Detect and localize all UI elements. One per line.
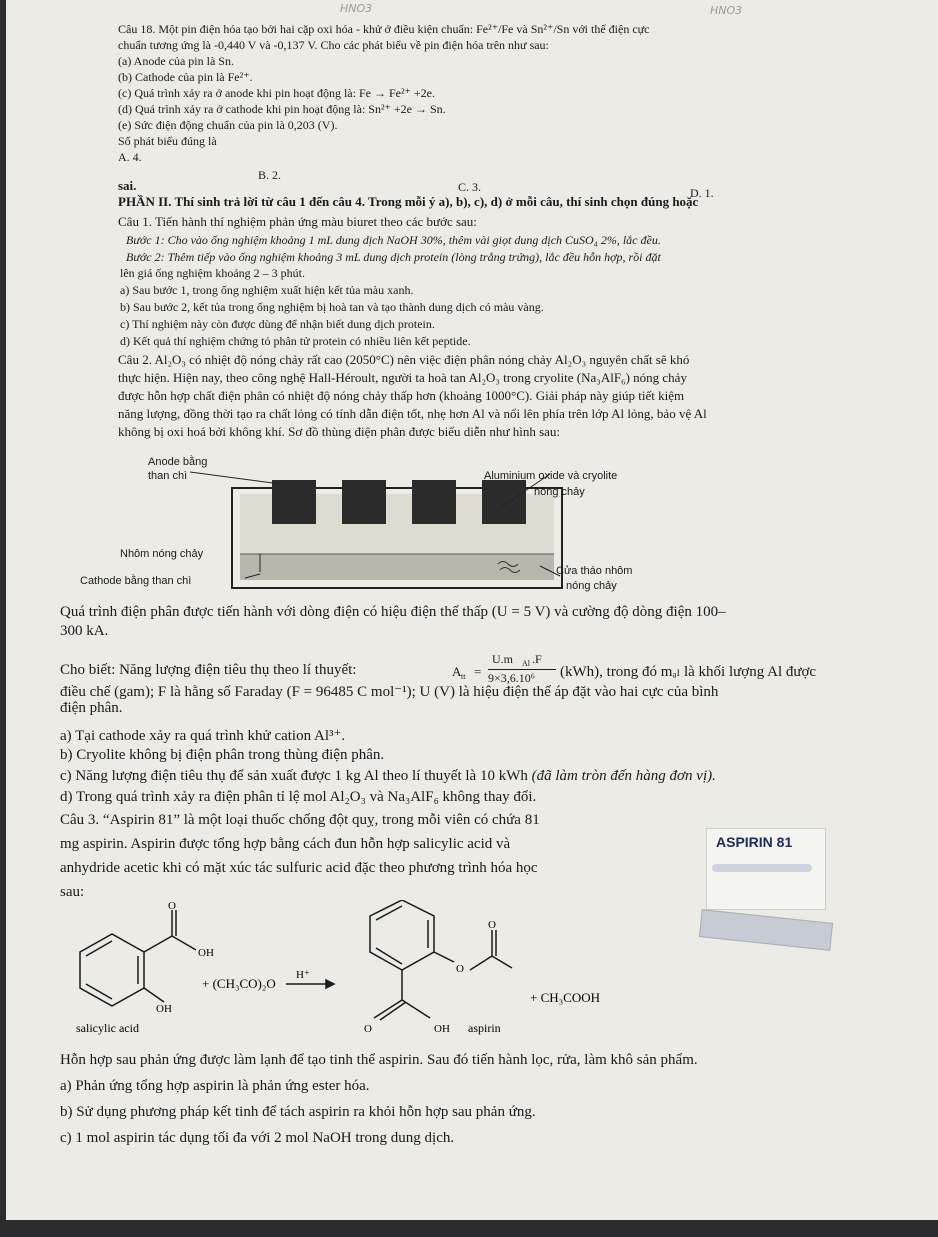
q1-step1: Bước 1: Cho vào ống nghiệm khoảng 1 mL dung dịch NaOH 30%, thêm vài giọt dung dịch CuSO₄ 2%, lắc đều. [126,233,661,247]
aspirin-acid-carbonyl-o: O [364,1023,372,1035]
label-anode-line2: than chì [148,470,188,482]
formula-numerator-end: .F [532,652,542,666]
q18-option-b: B. 2. [258,168,282,182]
energy-formula: A tt = U.m Al .F 9×3,6.10⁶ [452,652,638,688]
q18-option-a: A. 4. [118,150,142,164]
part2-header-end: sai. [118,178,137,193]
aspirin-label: aspirin [468,1021,501,1035]
q2-process-line1: Quá trình điện phân được tiến hành với dòng điện có hiệu điện thế thấp (U = 5 V) và cường độ dòng điện 100– [60,604,726,620]
q2-statement-c-note: (đã làm tròn đến hàng đơn vị). [531,768,716,784]
q2-statement-c [60,768,716,785]
q2-statement-a: a) Tại cathode xảy ra quá trình khử cation Al³⁺. [60,728,346,744]
q3-para-line3: anhydride acetic khi có mặt xúc tác sulfuric acid đặc theo phương trình hóa học [60,860,538,876]
q2-statement-d: d) Trong quá trình xảy ra điện phân tỉ lệ mol Al₂O₃ và Na₃AlF₆ không thay đổi. [60,789,537,805]
q1-statement-b: b) Sau bước 2, kết tủa trong ống nghiệm bị hoà tan và tạo thành dung dịch có màu vàng. [120,300,544,314]
q2-para-line4: năng lượng, đồng thời tạo ra chất lỏng có tính dẫn điện tốt, nhẹ hơn Al và nổi lên phía trên lớp Al lỏng, bảo vệ Al [118,406,707,421]
q3-statement-a: a) Phản ứng tổng hợp aspirin là phản ứng ester hóa. [60,1078,370,1094]
aspirin-ester-o: O [456,963,464,975]
salicylic-carbonyl-o: O [168,900,176,912]
formula-denominator: 9×3,6.10⁶ [488,671,535,685]
q1-statement-d: d) Kết quả thí nghiệm chứng tỏ phân tử protein có nhiều liên kết peptide. [120,334,471,348]
q18-stmt-d: (d) Quá trình xảy ra ở cathode khi pin hoạt động là: Sn²⁺ +2e → Sn. [118,102,446,116]
aspirin-acid-oh: OH [434,1023,450,1035]
formula-lhs-subscript: tt [461,672,466,681]
label-oxide-line1: Aluminium oxide và cryolite [484,470,618,482]
q18-stmt-e: (e) Sức điện động chuẩn của pin là 0,203 (V). [118,118,338,132]
reagent-anhydride: + (CH₃CO)₂O [202,976,276,991]
part2-header: PHẦN II. Thí sinh trả lời từ câu 1 đến câu 4. Trong mỗi ý a), b), c), d) ở mỗi câu, thí sinh chọn đúng hoặc [118,194,699,209]
q2-given-line3: điện phân. [60,700,123,716]
label-molten-aluminium: Nhôm nóng chảy [120,548,204,560]
q1-step2-line2: lên giá ống nghiệm khoảng 2 – 3 phút. [120,266,305,280]
q18-count: Số phát biểu đúng là [118,134,217,148]
formula-numerator: U.m [492,652,513,666]
q3-procedure: Hỗn hợp sau phản ứng được làm lạnh để tạo tinh thể aspirin. Sau đó tiến hành lọc, rửa, làm khô sản phẩm. [60,1052,698,1068]
formula-lhs: A [452,664,462,679]
q2-para-line1: Câu 2. Al₂O₃ có nhiệt độ nóng chảy rất cao (2050°C) nên việc điện phân nóng chảy Al₂O₃ nguyên chất sẽ khó [118,352,690,367]
q18-option-d: D. 1. [690,186,714,200]
aspirin-ester-carbonyl-o: O [488,919,496,931]
q18-line1: Câu 18. Một pin điện hóa tạo bởi hai cặp oxi hóa - khử ở điều kiện chuẩn: Fe²⁺/Fe và Sn²⁺/Sn với thế điện cực [118,22,650,36]
q1-title: Câu 1. Tiến hành thí nghiệm phản ứng màu biuret theo các bước sau: [118,214,477,229]
aspirin-synthesis-equation [40,900,660,1050]
catalyst-h-plus: H⁺ [296,969,310,981]
formula-numerator-subscript: Al [522,659,530,668]
q2-para-line2: thực hiện. Hiện nay, theo công nghệ Hall-Héroult, người ta hoà tan Al₂O₃ trong cryolite (Na₃AlF₆) nóng chảy [118,370,687,385]
aspirin-box-label: ASPIRIN 81 [716,834,793,850]
q2-para-line5: không bị oxi hoá bởi không khí. Sơ đồ thùng điện phân được biểu diễn như hình sau: [118,424,561,439]
q2-given-intro: Cho biết: Năng lượng điện tiêu thụ theo lí thuyết: [60,662,357,678]
q3-statement-c: c) 1 mol aspirin tác dụng tối đa với 2 mol NaOH trong dung dịch. [60,1130,455,1146]
label-anode-line1: Anode bằng [148,456,208,468]
q18-stmt-c: (c) Quá trình xảy ra ở anode khi pin hoạt động là: Fe → Fe²⁺ +2e. [118,86,435,100]
q1-statement-a: a) Sau bước 1, trong ống nghiệm xuất hiện kết tủa màu xanh. [120,283,414,297]
pencil-note-right: HNO3 [710,4,743,17]
aspirin-box-image [706,820,830,948]
salicylic-acid-label: salicylic acid [76,1021,139,1035]
salicylic-acid-oh: OH [198,947,214,959]
q2-statement-b: b) Cryolite không bị điện phân trong thùng điện phân. [60,747,385,763]
label-cathode: Cathode bằng than chì [80,575,192,587]
pencil-note-left: HNO3 [340,2,373,15]
q2-process-line2: 300 kA. [60,623,109,639]
q2-para-line3: được hỗn hợp chất điện phân có nhiệt độ nóng chảy thấp hơn (khoảng 1000°C). Giải pháp này giúp tiết kiệm [118,388,685,403]
q2-given-line2: điều chế (gam); F là hằng số Faraday (F = 96485 C mol⁻¹); U (V) là hiệu điện thế áp đặt vào hai cực của bình [60,684,719,700]
q3-statement-b: b) Sử dụng phương pháp kết tinh để tách aspirin ra khỏi hỗn hợp sau phản ứng. [60,1104,536,1120]
q18-stmt-a: (a) Anode của pin là Sn. [118,54,234,68]
salicylic-phenol-oh: OH [156,1003,172,1015]
label-outlet-line2: nóng chảy [566,580,617,592]
q1-statement-c: c) Thí nghiệm này còn được dùng để nhận biết dung dịch protein. [120,317,435,331]
q18-line2: chuẩn tương ứng là -0,440 V và -0,137 V. Cho các phát biểu về pin điện hóa trên như sau: [118,38,549,52]
q18-option-c: C. 3. [458,180,482,194]
q3-para-line1: Câu 3. “Aspirin 81” là một loại thuốc chống đột quỵ, trong mỗi viên có chứa 81 [60,812,540,828]
q18-stmt-b: (b) Cathode của pin là Fe²⁺. [118,70,253,84]
q1-step2-line1: Bước 2: Thêm tiếp vào ống nghiệm khoảng 3 mL dung dịch protein (lòng trắng trứng), lắc đều hỗn hợp, rồi đặt [126,250,661,264]
label-outlet-line1: Cửa tháo nhôm [556,565,633,577]
q2-statement-c-text: c) Năng lượng điện tiêu thụ để sản xuất được 1 kg Al theo lí thuyết là 10 kWh [60,768,528,784]
label-oxide-line2: nóng chảy [534,486,585,498]
q3-para-line2: mg aspirin. Aspirin được tổng hợp bằng cách đun hỗn hợp salicylic acid và [60,836,511,852]
q2-given-units: (kWh), trong đó mₐₗ là khối lượng Al được [560,664,817,680]
byproduct-acetic-acid: + CH₃COOH [530,990,601,1005]
q3-para-line4: sau: [60,884,85,900]
